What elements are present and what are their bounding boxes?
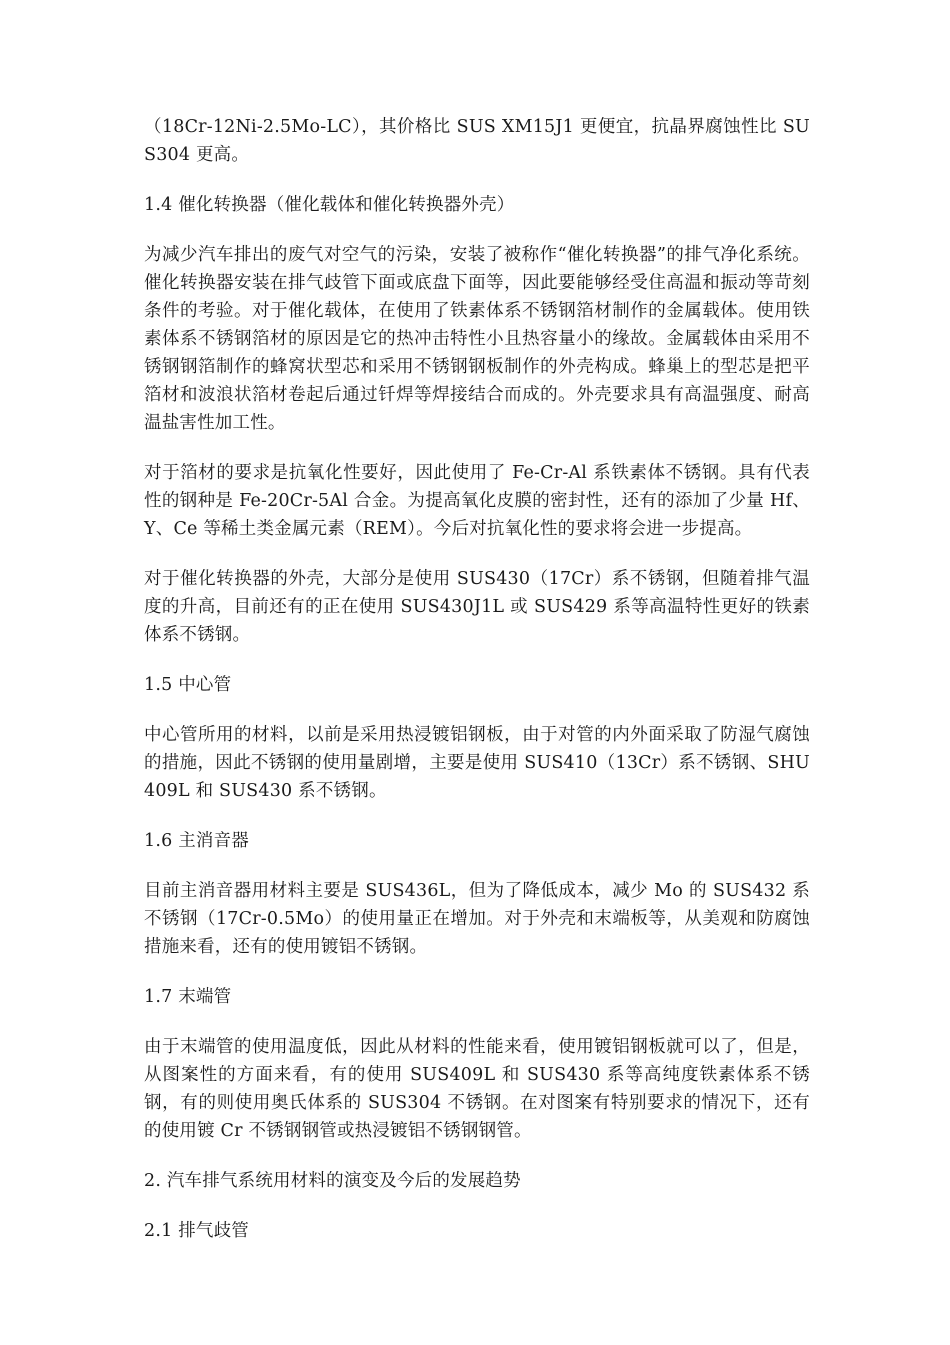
section-heading-1-5: 1.5 中心管 (144, 675, 232, 695)
section-heading-1-6: 1.6 主消音器 (144, 831, 249, 851)
section-heading-1-4: 1.4 催化转换器（催化载体和催化转换器外壳） (144, 195, 515, 215)
section-heading-1-7: 1.7 末端管 (144, 987, 232, 1007)
document-body (144, 113, 810, 1267)
paragraph-continuation: （18Cr-12Ni-2.5Mo-LC），其价格比 SUS XM15J1 更便宜，抗晶界腐蚀性比 SUS304 更高。 (144, 117, 810, 165)
paragraph-tail-pipe: 由于末端管的使用温度低，因此从材料的性能来看，使用镀铝钢板就可以了，但是，从图案性的方面来看，有的使用 SUS409L 和 SUS430 系等高纯度铁素体系不锈钢，有的则使用奥氏体系的 SUS304 不锈钢。在对图案有特别要求的情况下，还有的使用镀 Cr 不锈钢钢管或热浸镀铝不锈钢钢管。 (144, 1037, 810, 1141)
section-heading-2-1: 2.1 排气歧管 (144, 1221, 249, 1241)
paragraph-foil-requirements: 对于箔材的要求是抗氧化性要好，因此使用了 Fe-Cr-Al 系铁素体不锈钢。具有代表性的钢种是 Fe-20Cr-5Al 合金。为提高氧化皮膜的密封性，还有的添加了少量 Hf、Y、Ce 等稀土类金属元素（REM）。今后对抗氧化性的要求将会进一步提高。 (144, 463, 810, 539)
paragraph-main-muffler: 目前主消音器用材料主要是 SUS436L，但为了降低成本，减少 Mo 的 SUS432 系不锈钢（17Cr-0.5Mo）的使用量正在增加。对于外壳和末端板等，从美观和防腐蚀措施来看，还有的使用镀铝不锈钢。 (144, 881, 810, 957)
section-heading-2: 2. 汽车排气系统用材料的演变及今后的发展趋势 (144, 1171, 521, 1191)
paragraph-converter-shell: 对于催化转换器的外壳，大部分是使用 SUS430（17Cr）系不锈钢，但随着排气温度的升高，目前还有的正在使用 SUS430J1L 或 SUS429 系等高温特性更好的铁素体系不锈钢。 (144, 569, 810, 645)
paragraph-catalytic-converter-intro: 为减少汽车排出的废气对空气的污染，安装了被称作“催化转换器”的排气净化系统。催化转换器安装在排气歧管下面或底盘下面等，因此要能够经受住高温和振动等苛刻条件的考验。对于催化载体，在使用了铁素体系不锈钢箔材制作的金属载体。使用铁素体系不锈钢箔材的原因是它的热冲击特性小且热容量小的缘故。金属载体由采用不锈钢钢箔制作的蜂窝状型芯和采用不锈钢钢板制作的外壳构成。蜂巢上的型芯是把平箔材和波浪状箔材卷起后通过钎焊等焊接结合而成的。外壳要求具有高温强度、耐高温盐害性加工性。 (144, 245, 810, 433)
paragraph-center-pipe: 中心管所用的材料，以前是采用热浸镀铝钢板，由于对管的内外面采取了防湿气腐蚀的措施，因此不锈钢的使用量剧增，主要是使用 SUS410（13Cr）系不锈钢、SHU409L 和 SUS430 系不锈钢。 (144, 725, 810, 801)
